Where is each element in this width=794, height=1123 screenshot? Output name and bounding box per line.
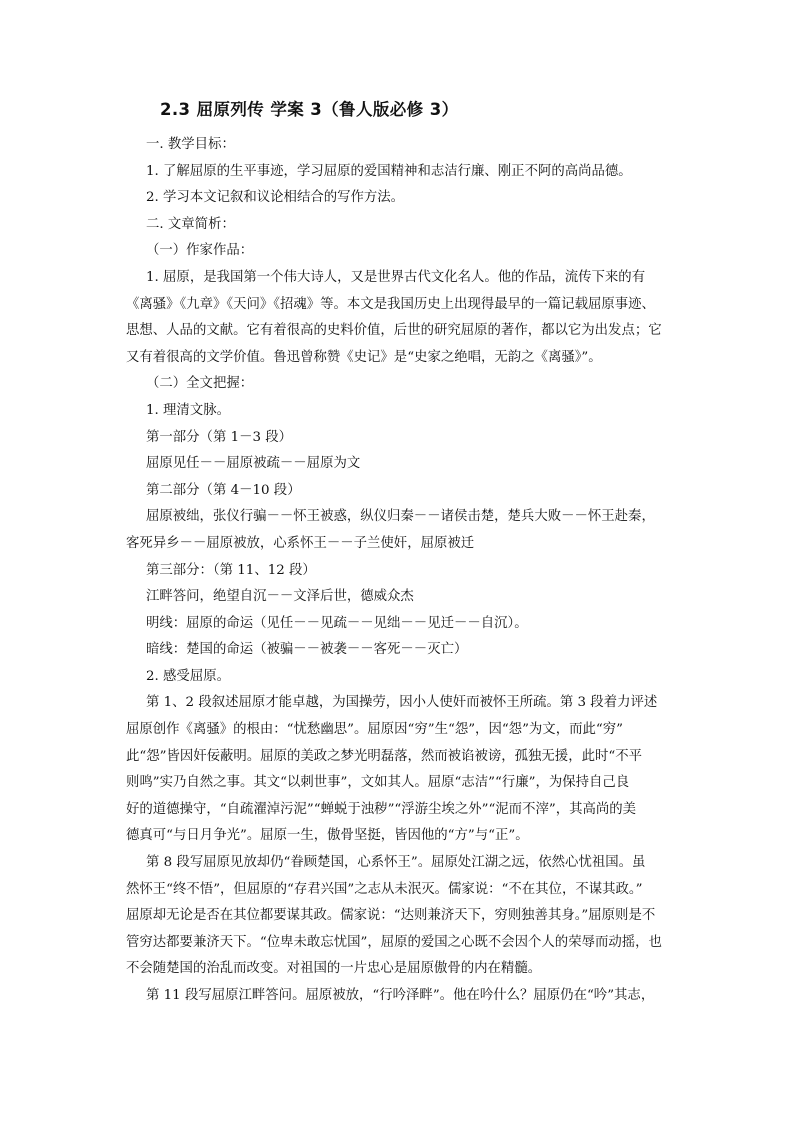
part-one-label: 第一部分（第 1－3 段） bbox=[146, 429, 293, 445]
paragraph-line: 屈原创作《离骚》的根由：“忧愁幽思”。屈原因“穷”生“怨”，因“怨”为文，而此“穷” bbox=[126, 722, 623, 738]
main-thread: 明线：屈原的命运（见任－－见疏－－见绌－－见迁－－自沉）。 bbox=[146, 615, 528, 631]
part-two-content: 屈原被绌，张仪行骗－－怀王被惑，纵仪归秦－－诸侯击楚，楚兵大败－－怀王赴秦， bbox=[146, 509, 655, 525]
paragraph-line: 屈原却无论是否在其位都要谋其政。儒家说：“达则兼济天下，穷则独善其身。”屈原则是不 bbox=[126, 908, 656, 924]
paragraph-line: 第 11 段写屈原江畔答问。屈原被放，“行吟泽畔”。他在吟什么？屈原仍在“吟”其志， bbox=[146, 988, 655, 1003]
section-item-2: 2. 感受屈原。 bbox=[146, 668, 230, 684]
subheading-full-text: （二）全文把握： bbox=[146, 376, 254, 392]
paragraph-line: 则鸣”实乃自然之事。其文“以刺世事”，文如其人。屈原“志洁”“行廉”，为保持自己良 bbox=[126, 775, 630, 791]
part-two-label: 第二部分（第 4－10 段） bbox=[146, 482, 301, 498]
hidden-thread: 暗线：楚国的命运（被骗－－被袭－－客死－－灭亡） bbox=[146, 642, 468, 658]
paragraph-line: 《离骚》《九章》《天问》《招魂》等。本文是我国历史上出现得最早的一篇记载屈原事迹、 bbox=[126, 296, 655, 312]
paragraph-line: 又有着很高的文学价值。鲁迅曾称赞《史记》是“史家之绝唱，无韵之《离骚》”。 bbox=[126, 349, 602, 365]
document-title: 2.3 屈原列传 学案 3（鲁人版必修 3） bbox=[160, 100, 459, 119]
paragraph-line: 德真可“与日月争光”。屈原一生，傲骨坚挺，皆因他的“方”与“正”。 bbox=[126, 828, 529, 844]
paragraph-line: 管穷达都要兼济天下。“位卑未敢忘忧国”，屈原的爱国之心既不会因个人的荣辱而动摇，也 bbox=[126, 934, 662, 950]
part-three-label: 第三部分：（第 11、12 段） bbox=[146, 562, 316, 578]
heading-text-analysis: 二. 文章简析： bbox=[146, 216, 235, 232]
paragraph-line: 思想、人品的文献。它有着很高的史料价值，后世的研究屈原的著作，都以它为出发点；它 bbox=[126, 323, 662, 339]
paragraph-line: 1. 屈原，是我国第一个伟大诗人，又是世界古代文化名人。他的作品，流传下来的有 bbox=[146, 269, 646, 285]
document-body bbox=[126, 132, 662, 1010]
paragraph-line: 不会随楚国的治乱而改变。对祖国的一片忠心是屈原傲骨的内在精髓。 bbox=[126, 961, 542, 977]
paragraph-line: 此“怨”皆因奸佞蔽明。屈原的美政之梦光明磊落，然而被谄被谤，孤独无援，此时“不平 bbox=[126, 748, 642, 764]
paragraph-line: 第 1、2 段叙述屈原才能卓越，为国操劳，因小人使奸而被怀王所疏。第 3 段着力评述 bbox=[146, 695, 658, 711]
goal-item-2: 2. 学习本文记叙和议论相结合的写作方法。 bbox=[146, 190, 405, 206]
heading-teaching-goals: 一. 教学目标： bbox=[146, 137, 235, 152]
paragraph-line: 好的道德操守，“自疏濯淖污泥”“蝉蜕于浊秽”“浮游尘埃之外”“泥而不滓”，其高尚的美 bbox=[126, 801, 637, 817]
part-two-content: 客死异乡－－屈原被放，心系怀王－－子兰使奸，屈原被迁 bbox=[126, 535, 475, 551]
subheading-author-works: （一）作家作品： bbox=[146, 243, 254, 259]
part-three-content: 江畔答问，绝望自沉－－文泽后世，德威众杰 bbox=[146, 589, 414, 605]
paragraph-line: 第 8 段写屈原见放却仍“眷顾楚国，心系怀王”。屈原处江湖之远，依然心忧祖国。虽 bbox=[146, 855, 646, 871]
goal-item-1: 1. 了解屈原的生平事迹，学习屈原的爱国精神和志洁行廉、刚正不阿的高尚品德。 bbox=[146, 163, 632, 179]
paragraph-line: 然怀王“终不悟”，但屈原的“存君兴国”之志从未泯灭。儒家说：“不在其位，不谋其政。” bbox=[126, 881, 643, 897]
section-item-1: 1. 理清文脉。 bbox=[146, 402, 230, 418]
part-one-content: 屈原见任－－屈原被疏－－屈原为文 bbox=[146, 456, 361, 472]
